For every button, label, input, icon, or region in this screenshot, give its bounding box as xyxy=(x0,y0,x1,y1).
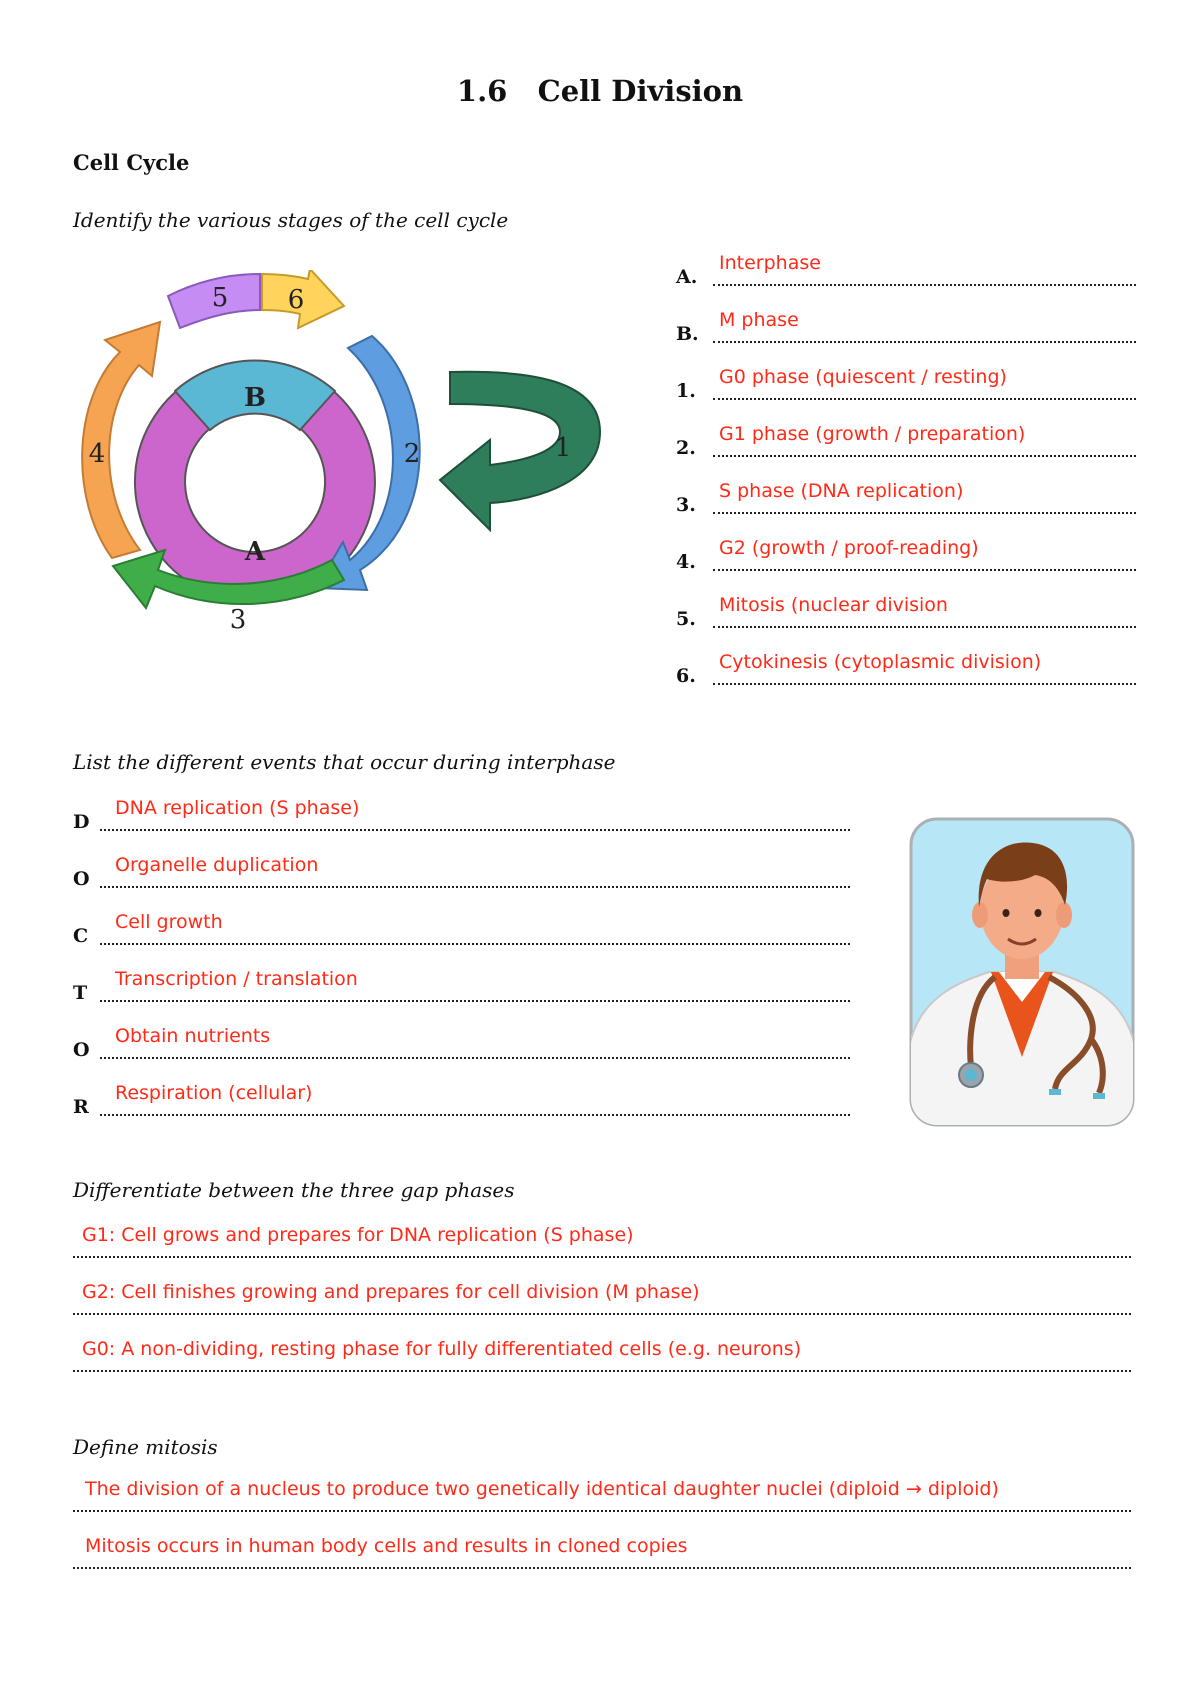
arrow-label-5: 5 xyxy=(211,283,229,313)
answer-text: Interphase xyxy=(719,252,821,274)
arrow-label-3: 3 xyxy=(229,605,247,635)
answer-line xyxy=(713,512,1136,514)
answer-line xyxy=(713,455,1136,457)
event-letter: C xyxy=(73,925,89,947)
gap-answer-line xyxy=(73,1370,1131,1372)
answer-line xyxy=(713,284,1136,286)
answer-label: A. xyxy=(676,266,698,288)
arrow-label-1: 1 xyxy=(554,433,572,463)
answer-line xyxy=(713,626,1136,628)
gap-answer-line xyxy=(73,1313,1131,1315)
arrow-label-4: 4 xyxy=(88,439,106,469)
arrow-1 xyxy=(440,372,600,530)
answer-text: M phase xyxy=(719,309,799,331)
gap-answer-text: G2: Cell finishes growing and prepares for cell division (M phase) xyxy=(82,1281,700,1303)
mitosis-answer-line xyxy=(73,1510,1131,1512)
event-line xyxy=(100,943,850,945)
event-letter: D xyxy=(73,811,90,833)
mitosis-answer-text: Mitosis occurs in human body cells and results in cloned copies xyxy=(85,1535,688,1557)
answer-label: 2. xyxy=(676,437,696,459)
answer-line xyxy=(713,341,1136,343)
answer-line xyxy=(713,683,1136,685)
cell-cycle-diagram xyxy=(60,270,620,670)
event-text: Cell growth xyxy=(115,911,223,933)
answer-text: Mitosis (nuclear division xyxy=(719,594,948,616)
answer-line xyxy=(713,398,1136,400)
answer-label: 5. xyxy=(676,608,696,630)
event-row xyxy=(73,854,850,914)
arrow-label-2: 2 xyxy=(403,439,421,469)
event-text: Transcription / translation xyxy=(115,968,358,990)
mitosis-prompt: Define mitosis xyxy=(73,1435,218,1459)
event-text: Respiration (cellular) xyxy=(115,1082,313,1104)
gap-answer-text: G0: A non-dividing, resting phase for fully differentiated cells (e.g. neurons) xyxy=(82,1338,802,1360)
answer-row xyxy=(676,309,1136,369)
answer-row xyxy=(676,594,1136,654)
answer-text: G1 phase (growth / preparation) xyxy=(719,423,1026,445)
gap-answer-row xyxy=(73,1281,1131,1341)
answer-label: 4. xyxy=(676,551,696,573)
mitosis-answer-text: The division of a nucleus to produce two genetically identical daughter nuclei (diploid → diploid) xyxy=(85,1478,999,1500)
answer-text: G0 phase (quiescent / resting) xyxy=(719,366,1007,388)
event-letter: R xyxy=(73,1096,89,1118)
event-row xyxy=(73,797,850,857)
event-line xyxy=(100,829,850,831)
event-row xyxy=(73,1025,850,1085)
event-row xyxy=(73,968,850,1028)
gap-phases-prompt: Differentiate between the three gap phases xyxy=(73,1178,515,1202)
answer-row xyxy=(676,651,1136,711)
answer-row xyxy=(676,366,1136,426)
event-line xyxy=(100,886,850,888)
interphase-prompt: List the different events that occur during interphase xyxy=(73,750,616,774)
inner-label-a: A xyxy=(244,537,266,567)
answer-label: 6. xyxy=(676,665,696,687)
mitosis-answers xyxy=(73,1478,1131,1595)
event-line xyxy=(100,1057,850,1059)
doctor-illustration xyxy=(909,817,1135,1127)
answer-row xyxy=(676,423,1136,483)
event-line xyxy=(100,1114,850,1116)
event-line xyxy=(100,1000,850,1002)
event-row xyxy=(73,1082,850,1142)
answer-text: Cytokinesis (cytoplasmic division) xyxy=(719,651,1042,673)
answer-line xyxy=(713,569,1136,571)
answer-row xyxy=(676,252,1136,312)
answer-text: S phase (DNA replication) xyxy=(719,480,964,502)
event-text: DNA replication (S phase) xyxy=(115,797,360,819)
section-heading: Cell Cycle xyxy=(73,150,190,175)
event-letter: O xyxy=(73,1039,90,1061)
event-letter: O xyxy=(73,868,90,890)
answer-label: B. xyxy=(676,323,699,345)
answer-row xyxy=(676,480,1136,540)
event-letter: T xyxy=(73,982,88,1004)
mitosis-answer-row xyxy=(73,1478,1131,1538)
event-row xyxy=(73,911,850,971)
interphase-events xyxy=(73,797,850,1142)
answer-label: 3. xyxy=(676,494,696,516)
gap-answer-row xyxy=(73,1338,1131,1398)
arrow-label-6: 6 xyxy=(287,285,305,315)
cell-cycle-prompt: Identify the various stages of the cell cycle xyxy=(73,208,509,232)
answer-text: G2 (growth / proof-reading) xyxy=(719,537,979,559)
mitosis-answer-row xyxy=(73,1535,1131,1595)
gap-answer-text: G1: Cell grows and prepares for DNA replication (S phase) xyxy=(82,1224,634,1246)
answer-row xyxy=(676,537,1136,597)
answer-label: 1. xyxy=(676,380,696,402)
gap-answer-line xyxy=(73,1256,1131,1258)
page-title: 1.6 Cell Division xyxy=(456,74,744,108)
mitosis-answer-line xyxy=(73,1567,1131,1569)
inner-label-b: B xyxy=(244,383,266,413)
gap-answer-row xyxy=(73,1224,1131,1284)
gap-phases-answers xyxy=(73,1224,1131,1398)
event-text: Organelle duplication xyxy=(115,854,319,876)
cell-cycle-answers xyxy=(676,252,1136,711)
event-text: Obtain nutrients xyxy=(115,1025,271,1047)
